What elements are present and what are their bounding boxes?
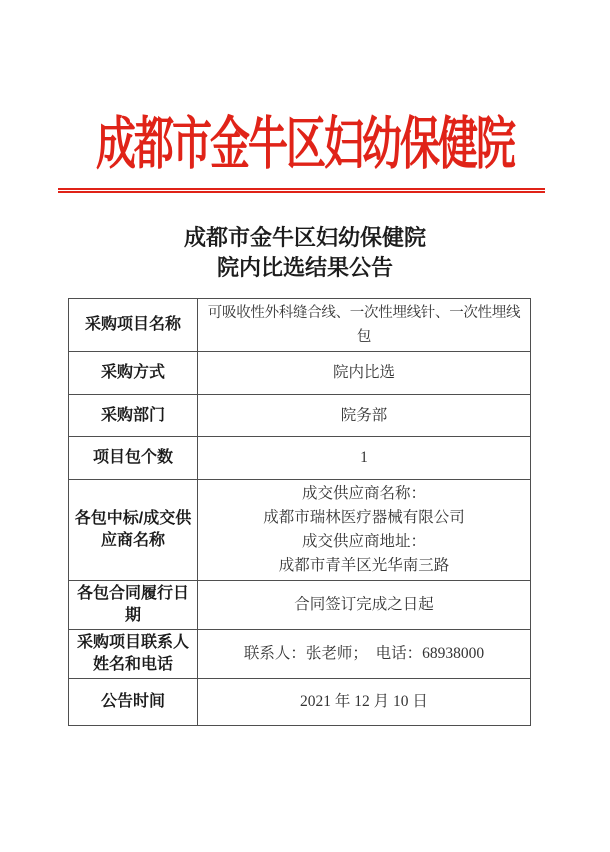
- row-value-cell: 院务部: [198, 395, 531, 437]
- row-value-cell: 联系人：张老师； 电话：68938000: [198, 630, 531, 679]
- supplier-address: 成都市青羊区光华南三路: [278, 557, 450, 574]
- table-row: [69, 679, 531, 726]
- row-value-cell: 合同签订完成之日起: [198, 581, 531, 630]
- row-value-cell: [198, 480, 531, 581]
- row-value-cell: 可吸收性外科缝合线、一次性埋线针、一次性埋线包: [198, 299, 531, 352]
- row-label-cell: 项目包个数: [69, 437, 198, 480]
- row-label-cell: 公告时间: [69, 679, 198, 726]
- table-row: [69, 299, 531, 352]
- document-title-line2: 院内比选结果公告: [216, 255, 393, 280]
- result-table: [68, 298, 531, 726]
- letterhead-org-name: 成都市金牛区妇幼保健院: [96, 111, 514, 176]
- row-value-cell: 1: [198, 437, 531, 480]
- row-label-cell: 各包中标/成交供应商名称: [69, 480, 198, 581]
- row-label-cell: 采购项目名称: [69, 299, 198, 352]
- table-row: [69, 581, 531, 630]
- supplier-name-caption: 成交供应商名称：: [301, 485, 426, 502]
- letterhead-rule: [58, 188, 545, 193]
- table-row: [69, 395, 531, 437]
- row-value-cell: 院内比选: [198, 352, 531, 395]
- supplier-name: 成都市瑞林医疗器械有限公司: [263, 509, 465, 526]
- row-value-cell: 2021 年 12 月 10 日: [198, 679, 531, 726]
- table-row: [69, 630, 531, 679]
- document-title-line1: 成都市金牛区妇幼保健院: [183, 225, 426, 250]
- row-label-cell: 采购部门: [69, 395, 198, 437]
- table-row: [69, 437, 531, 480]
- row-label-cell: 采购方式: [69, 352, 198, 395]
- document-title: [0, 223, 610, 283]
- letterhead: [0, 90, 610, 188]
- table-row: [69, 480, 531, 581]
- supplier-address-caption: 成交供应商地址：: [301, 533, 426, 550]
- table-row: [69, 352, 531, 395]
- row-label-cell: 采购项目联系人姓名和电话: [69, 630, 198, 679]
- row-label-cell: 各包合同履行日期: [69, 581, 198, 630]
